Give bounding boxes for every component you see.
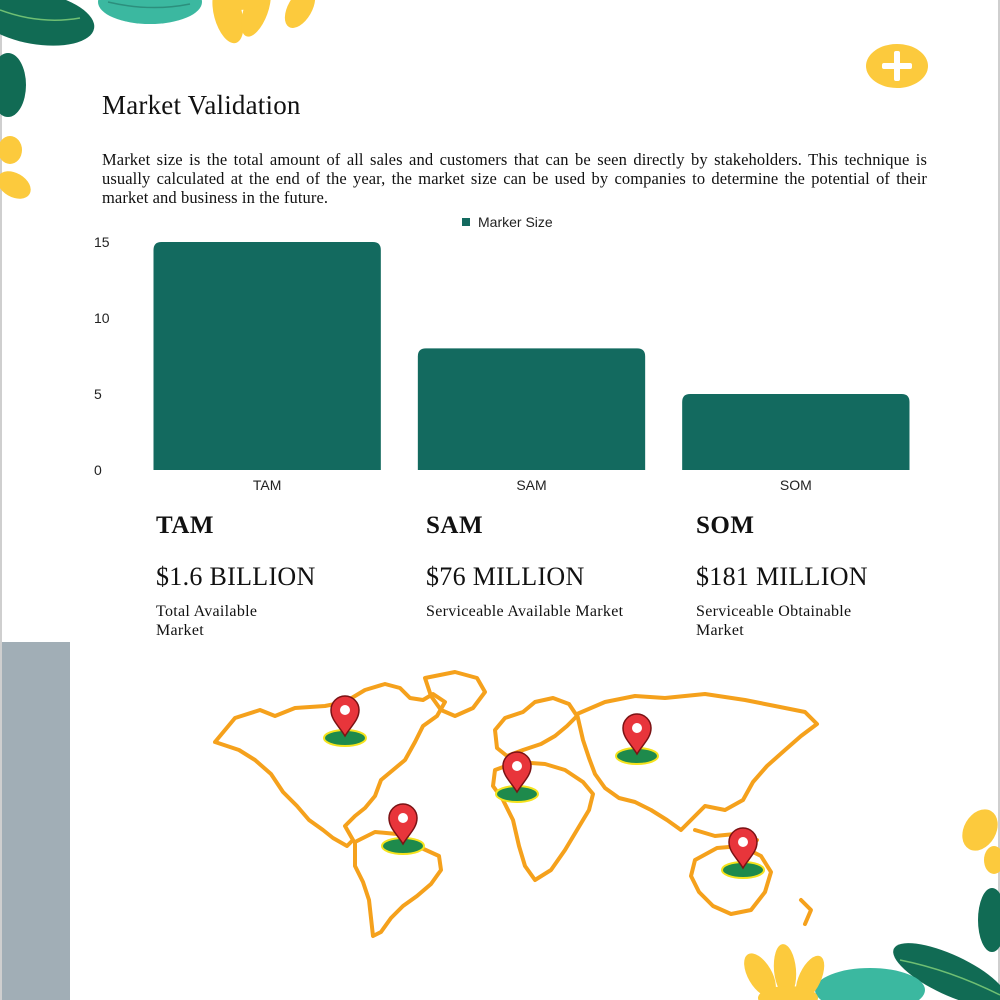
metric-abbr: SAM: [426, 512, 484, 539]
bar-som: [682, 394, 909, 470]
legend-label: Marker Size: [478, 214, 553, 230]
bar-sam: [418, 348, 645, 470]
map-pin-icon[interactable]: [496, 752, 538, 802]
y-tick-label: 5: [94, 386, 102, 402]
map-pin-icon[interactable]: [382, 804, 424, 854]
x-tick-label: SOM: [779, 477, 812, 493]
metric-abbr: SOM: [696, 512, 755, 539]
metric-value: $76 MILLION: [426, 562, 585, 591]
continent-australia: [691, 846, 771, 914]
metric-abbr: TAM: [156, 512, 214, 539]
y-tick-label: 10: [94, 310, 110, 326]
plus-circle-icon[interactable]: [866, 44, 928, 88]
world-map: [205, 670, 835, 940]
market-size-chart: [90, 208, 940, 498]
x-tick-label: TAM: [252, 477, 282, 493]
metric-sam: [426, 512, 676, 621]
chart-legend: [462, 214, 553, 230]
bar-tam: [154, 242, 381, 470]
map-pin-icon[interactable]: [616, 714, 658, 764]
side-panel: [2, 642, 70, 1000]
market-size-bar-chart: [90, 208, 940, 498]
metric-som: [696, 512, 946, 640]
intro-paragraph: Market size is the total amount of all sales and customers that can be seen directly by stakeholders. This technique is usually calculated at the end of the year, the market size can be used by companies to determine the potential of their market and business in the future.: [102, 150, 927, 207]
continent-asia: [577, 694, 817, 830]
continent-europe: [495, 698, 577, 756]
y-tick-label: 0: [94, 462, 102, 478]
metric-value: $181 MILLION: [696, 562, 868, 591]
y-tick-label: 15: [94, 234, 110, 250]
page-title: Market Validation: [102, 90, 301, 120]
metric-desc: Total Available Market: [156, 603, 258, 639]
legend-swatch: [462, 218, 470, 226]
metric-desc: Serviceable Available Market: [426, 603, 624, 620]
x-tick-label: SAM: [516, 477, 547, 493]
metric-tam: [156, 512, 406, 640]
metric-value: $1.6 BILLION: [156, 562, 316, 591]
island-new-zealand: [801, 900, 811, 924]
metric-desc: Serviceable Obtainable Market: [696, 603, 852, 639]
